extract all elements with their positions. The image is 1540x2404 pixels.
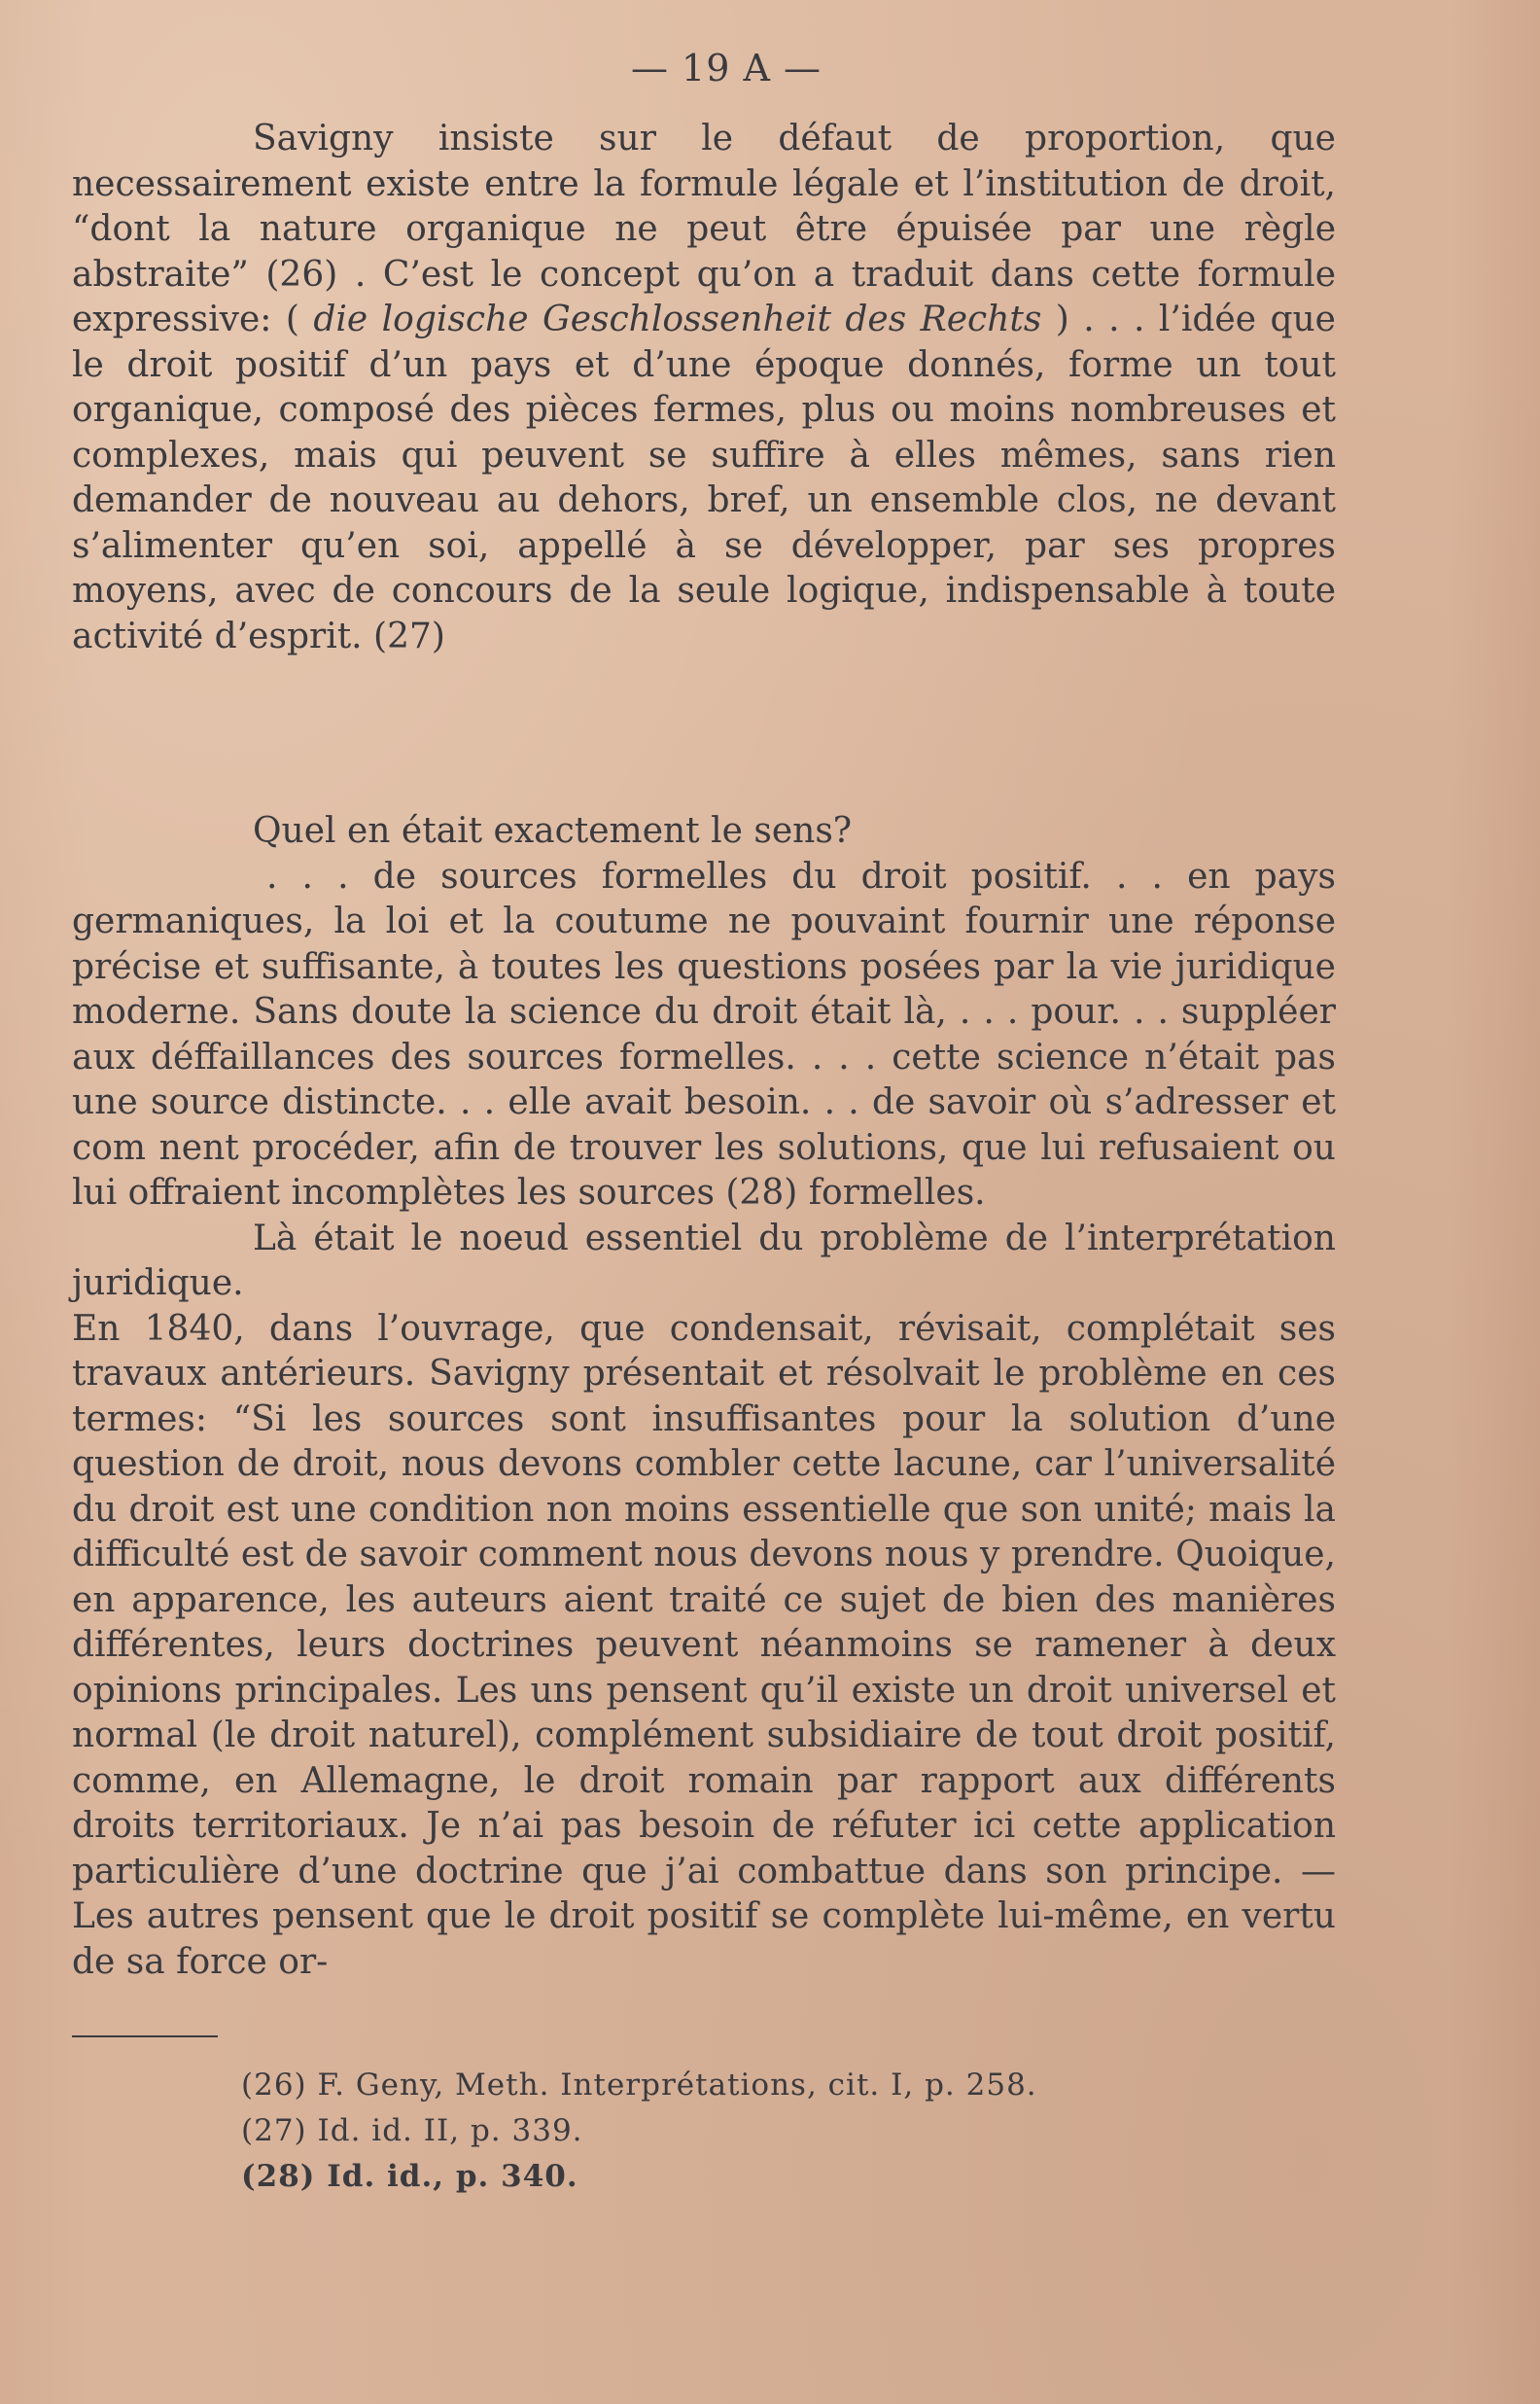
paragraph-1-italic: die logische Geschlossenheit des Rechts [313, 300, 1042, 339]
section-gap [72, 659, 1336, 809]
paragraph-1-text: Savigny insiste sur le défaut de proportion, que necessairement existe entre la formule légale et l’institution de droit, “dont la nature organique ne peut être épuisée par une règle abstraite” (26) . C’est le concept qu’on a traduit dans cette formule expressive: ( [72, 119, 1336, 339]
paragraph-1-after: ) . . . l’idée que le droit positif d’un pays et d’une époque donnés, forme un tout organique, composé des pièces fermes, plus ou moins nombreuses et complexes, mais qui peuvent se suffire à elles mêmes, sans rien demander de nouveau au dehors, bref, un ensemble clos, ne devant s’alimenter qu’en soi, appellé à se développer, par ses propres moyens, avec de concours de la seule logique, indispensable à toute activité d’esprit. (27) [72, 300, 1336, 656]
page-header: — 19 A — [630, 47, 822, 89]
paragraph-5: En 1840, dans l’ouvrage, que condensait, révisait, complétait ses travaux antérieurs. Savigny présentait et résolvait le problème en ces termes: “Si les sources sont insuffisantes pour la solution d’une question de droit, nous devons combler cette lacune, car l’universalité du droit est une condition non moins essentielle que son unité; mais la difficulté est de savoir comment nous devons nous y prendre. Quoique, en apparence, les auteurs aient traité ce sujet de bien des manières différentes, leurs doctrines peuvent néanmoins se ramener à deux opinions principales. Les uns pensent qu’il existe un droit universel et normal (le droit naturel), complément subsidiaire de tout droit positif, comme, en Allemagne, le droit romain par rapport aux différents droits territoriaux. Je n’ai pas besoin de réfuter ici cette application particulière d’une doctrine que j’ai combattue dans son principe. — Les autres pensent que le droit positif se complète lui-même, en vertu de sa force or- [72, 1308, 1336, 1982]
footnotes [241, 2063, 1336, 2200]
paragraph-2: Quel en était exactement le sens? [253, 811, 853, 851]
document-page [72, 47, 1336, 2200]
body-text [72, 117, 1336, 1985]
footnote-26: (26) F. Geny, Meth. Interprétations, cit. I, p. 258. [241, 2068, 1037, 2103]
paragraph-1 [72, 117, 1336, 659]
footnote-rule [72, 2035, 218, 2037]
footnote-27: (27) Id. id. II, p. 339. [241, 2113, 583, 2148]
footnote-28: (28) Id. id., p. 340. [241, 2159, 578, 2194]
paragraph-4: Là était le noeud essentiel du problème de l’interprétation juridique. [72, 1218, 1336, 1303]
paragraph-3: . . . de sources formelles du droit positif. . . en pays germaniques, la loi et la coutume ne pouvaint fournir une réponse précise et suffisante, à toutes les questions posées par la vie juridique moderne. Sans doute la science du droit était là, . . . pour. . . suppléer aux déffaillances des sources formelles. . . . cette science n’était pas une source distincte. . . elle avait besoin. . . de savoir où s’adresser et com nent procéder, afin de trouver les solutions, que lui refusaient ou lui offraient incomplètes les sources (28) formelles. [72, 856, 1336, 1213]
